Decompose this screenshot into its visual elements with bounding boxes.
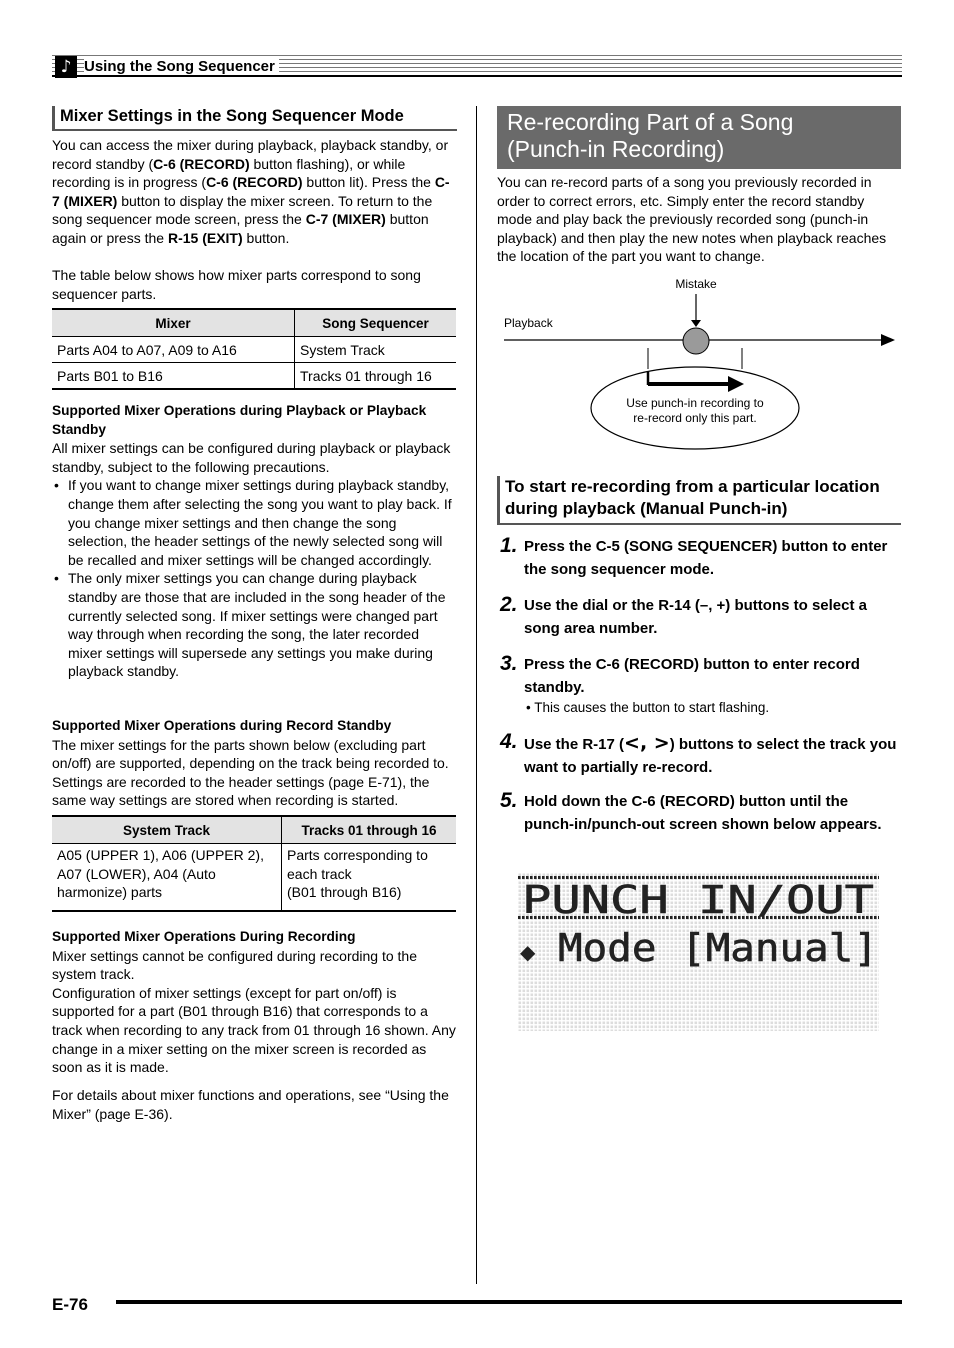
procedure-heading: To start re-recording from a particular location during playback (Manual Punch-in) [497,476,901,525]
lcd-cursor-icon: ◆ [520,940,536,964]
callout-text: re-record only this part. [633,411,757,425]
timeline-arrowhead [881,334,895,346]
procedure-steps [497,534,902,869]
step-number: 4. [500,730,518,753]
step-text: Use the dial or the R-14 (–, +) buttons to select a song area number. [524,597,867,637]
lcd-screen [518,873,879,1031]
step-5 [497,789,902,869]
playback-operations-heading: Supported Mixer Operations during Playback or Playback Standby [52,403,427,437]
record-standby-heading: Supported Mixer Operations during Record Standby [52,718,392,733]
step-1 [497,534,902,593]
list-item: • The only mixer settings you can change during playback standby are those that are included in the song header of the currently selected song. If mixer settings were changed part way through when recording the song, the later recorded mixer settings will supersede any settings you make during playback standby. [52,569,456,681]
table-header-row [52,309,456,337]
table-cell: A05 (UPPER 1), A06 (UPPER 2), A07 (LOWER), A04 (Auto harmonize) parts [52,844,282,912]
step-text: Press the C-6 (RECORD) button to enter record standby. [524,656,860,696]
table-row [52,363,456,390]
step-4 [497,730,902,789]
table-header-cell: System Track [52,816,282,844]
step-number: 5. [500,789,518,812]
recording-operations-text: Mixer settings cannot be configured during recording to the system track. [52,947,417,983]
table-intro-text: The table below shows how mixer parts correspond to song sequencer parts. [52,267,421,302]
table-cell: Parts A04 to A07, A09 to A16 [52,337,295,363]
table-cell: Parts corresponding to each track (B01 through B16) [282,844,457,912]
recording-operations-heading: Supported Mixer Operations During Recording [52,929,356,944]
standby-parts-table [52,815,456,912]
step-3 [497,652,902,730]
page-number: E-76 [52,1295,88,1314]
step-number: 1. [500,534,518,557]
mixer-intro-paragraph: You can access the mixer during playback, playback standby, or record standby (C-6 (RECORD) button flashing), or while recording is in progress (C-6 (RECORD) button lit). Press the C-7 (MIXER) button to display the mixer screen. To return to the song sequencer mode screen, press the C-7 (MIXER) button again or press the R-15 (EXIT) button. [52,137,450,246]
mixer-reference-text: For details about mixer functions and operations, see “Using the Mixer” (page E-36). [52,1087,449,1122]
step-2 [497,593,902,652]
music-note-icon: ♪ [55,56,77,78]
table-header-cell: Song Sequencer [295,309,457,337]
mistake-label: Mistake [675,277,717,291]
playback-operations-section [52,402,456,681]
mistake-arrowhead [691,320,701,327]
mixer-correspondence-table [52,308,456,390]
table-header-row [52,816,456,844]
lcd-display [518,873,879,1031]
playback-label: Playback [504,316,553,330]
callout-text: Use punch-in recording to [626,396,764,410]
table-cell: Tracks 01 through 16 [295,363,457,390]
mixer-section-heading: Mixer Settings in the Song Sequencer Mode [52,106,457,131]
column-divider [476,106,477,1284]
running-header-title: Using the Song Sequencer [84,58,279,75]
punch-in-diagram [497,272,902,452]
table-cell: System Track [295,337,457,363]
table-header-cell: Tracks 01 through 16 [282,816,457,844]
step-text: Use the R-17 (<, >) buttons to select the track you want to partially re-record. [524,732,897,776]
step-text: Hold down the C-6 (RECORD) button until the punch-in/punch-out screen shown below appears. [524,793,882,833]
table-cell: Parts B01 to B16 [52,363,295,390]
punch-in-intro: You can re-record parts of a song you previously recorded in order to correct errors, etc. Simply enter the record standby mode and play back the previously recorded song (punch-in playback) and then play the new notes when playback reaches the location of the part you want to change. [497,174,887,265]
table-header-cell: Mixer [52,309,295,337]
lcd-line-1: PUNCH IN/OUT [522,878,874,922]
footer-rule [116,1300,902,1304]
table-row [52,844,456,912]
lcd-line-2: Mode [Manual] [558,926,878,970]
arrow-buttons-glyphs: <, > [624,732,670,754]
step-number: 2. [500,593,518,616]
step-text: Press the C-5 (SONG SEQUENCER) button to enter the song sequencer mode. [524,538,888,578]
table-row [52,337,456,363]
record-standby-text: The mixer settings for the parts shown below (excluding part on/off) are supported, depending on the track being recorded to. Settings are recorded to the header settings (page E-71), the same way settings are stored when recording is started. [52,736,449,809]
mistake-marker [683,328,709,354]
list-item: • If you want to change mixer settings during playback standby, change them after selecting the song you want to play back. If you change mixer settings and then change the song selection, the header settings of the newly selected song will be recalled and mixer settings will be changed accordingly. [52,476,456,569]
recording-operations-section [52,928,456,1077]
playback-operations-text: All mixer settings can be configured during playback or playback standby, subject to the following precautions. [52,440,451,475]
step-number: 3. [500,652,518,675]
recording-operations-text: Configuration of mixer settings (except for part on/off) is supported for a part (B01 through B16) that corresponds to a track when recording to any track from 01 through 16 shown. Any change in a mixer setting on the mixer screen is recorded as soon as it is made. [52,984,456,1076]
page-title: Re-recording Part of a Song (Punch-in Recording) [497,106,901,169]
record-standby-section [52,717,456,810]
step-note: • This causes the button to start flashing. [526,700,770,715]
